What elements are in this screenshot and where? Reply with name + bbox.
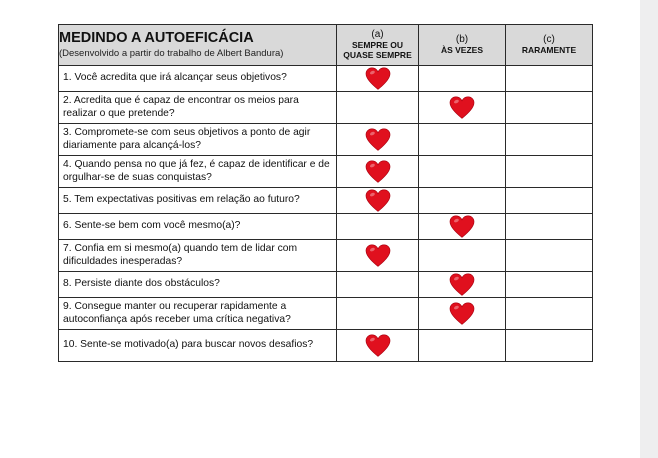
question-text: 8. Persiste diante dos obstáculos? [59, 272, 337, 298]
question-row [59, 298, 593, 330]
heart-icon [449, 273, 475, 297]
header-row [59, 25, 593, 66]
heart-icon [365, 67, 391, 91]
question-row [59, 124, 593, 156]
question-text: 5. Tem expectativas positivas em relação ao futuro? [59, 188, 337, 214]
question-text: 2. Acredita que é capaz de encontrar os meios para realizar o que pretende? [59, 92, 337, 124]
answer-cell-c[interactable] [506, 298, 593, 330]
answer-cell-b[interactable] [419, 298, 506, 330]
answer-cell-c[interactable] [506, 188, 593, 214]
option-letter: (c) [543, 34, 555, 45]
answer-cell-b[interactable] [419, 240, 506, 272]
heart-icon [449, 215, 475, 239]
question-text: 7. Confia em si mesmo(a) quando tem de lidar com dificuldades inesperadas? [59, 240, 337, 272]
option-header-b [419, 25, 506, 66]
self-efficacy-table [58, 24, 593, 362]
answer-cell-b[interactable] [419, 66, 506, 92]
question-row [59, 214, 593, 240]
answer-cell-b[interactable] [419, 330, 506, 362]
answer-cell-a[interactable] [337, 188, 419, 214]
answer-cell-b[interactable] [419, 272, 506, 298]
answer-cell-b[interactable] [419, 188, 506, 214]
heart-icon [365, 244, 391, 268]
answer-cell-a[interactable] [337, 240, 419, 272]
answer-cell-a[interactable] [337, 156, 419, 188]
answer-cell-c[interactable] [506, 124, 593, 156]
answer-cell-c[interactable] [506, 240, 593, 272]
answer-cell-a[interactable] [337, 214, 419, 240]
page-edge-strip [640, 0, 658, 458]
question-text: 4. Quando pensa no que já fez, é capaz de identificar e de orgulhar-se de suas conquistas? [59, 156, 337, 188]
question-row [59, 156, 593, 188]
answer-cell-c[interactable] [506, 214, 593, 240]
heart-icon [449, 302, 475, 326]
answer-cell-c[interactable] [506, 156, 593, 188]
answer-cell-c[interactable] [506, 66, 593, 92]
option-label: RARAMENTE [521, 45, 577, 55]
question-text: 3. Compromete-se com seus objetivos a ponto de agir diariamente para alcançá-los? [59, 124, 337, 156]
answer-cell-a[interactable] [337, 66, 419, 92]
answer-cell-a[interactable] [337, 92, 419, 124]
question-row [59, 92, 593, 124]
option-label: ÀS VEZES [440, 45, 484, 55]
question-row [59, 66, 593, 92]
question-row [59, 272, 593, 298]
option-letter: (b) [455, 34, 469, 45]
option-header-a [337, 25, 419, 66]
option-label: SEMPRE OU [351, 40, 403, 50]
answer-cell-a[interactable] [337, 298, 419, 330]
answer-cell-a[interactable] [337, 124, 419, 156]
answer-cell-b[interactable] [419, 156, 506, 188]
page-subtitle: (Desenvolvido a partir do trabalho de Albert Bandura) [59, 48, 284, 59]
question-row [59, 240, 593, 272]
answer-cell-b[interactable] [419, 92, 506, 124]
heart-icon [449, 96, 475, 120]
answer-cell-c[interactable] [506, 272, 593, 298]
question-text: 9. Consegue manter ou recuperar rapidamente a autoconfiança após receber uma crítica negativa? [59, 298, 337, 330]
option-letter: (a) [371, 29, 384, 40]
heart-icon [365, 128, 391, 152]
question-row [59, 330, 593, 362]
page-title: MEDINDO A AUTOEFICÁCIA [59, 30, 254, 46]
question-text: 10. Sente-se motivado(a) para buscar novos desafios? [59, 330, 337, 362]
question-text: 1. Você acredita que irá alcançar seus objetivos? [59, 66, 337, 92]
option-label: QUASE SEMPRE [343, 50, 412, 60]
answer-cell-b[interactable] [419, 124, 506, 156]
heart-icon [365, 334, 391, 358]
option-header-c [506, 25, 593, 66]
answer-cell-a[interactable] [337, 272, 419, 298]
heart-icon [365, 160, 391, 184]
question-text: 6. Sente-se bem com você mesmo(a)? [59, 214, 337, 240]
question-row [59, 188, 593, 214]
answer-cell-a[interactable] [337, 330, 419, 362]
heart-icon [365, 189, 391, 213]
title-cell [59, 25, 337, 66]
answer-cell-c[interactable] [506, 330, 593, 362]
answer-cell-b[interactable] [419, 214, 506, 240]
answer-cell-c[interactable] [506, 92, 593, 124]
